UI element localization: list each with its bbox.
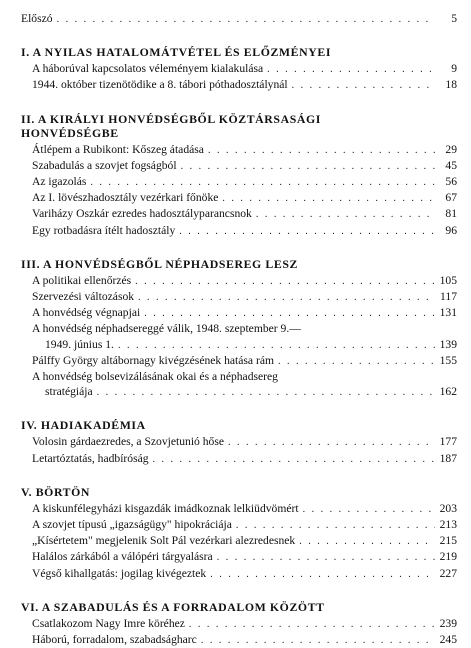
- section-heading-line: III. A HONVÉDSÉGBŐL NÉPHADSEREG LESZ: [21, 256, 298, 271]
- toc-entry-page: 18: [445, 78, 457, 92]
- toc-entry-title: Átlépem a Rubikont: Kőszeg átadása: [32, 142, 204, 156]
- section-heading: [21, 45, 457, 59]
- toc-entry-title: A honvédség bolsevizálásának okai és a néphadsereg: [32, 370, 278, 384]
- toc-entry-title: Egy rotbadásra ítélt hadosztály: [32, 223, 176, 237]
- toc-entry-page: 227: [439, 566, 457, 580]
- toc-entry-title: A politikai ellenőrzés: [32, 273, 132, 287]
- toc-entry: [21, 517, 457, 533]
- toc-entry: [21, 451, 457, 467]
- toc-entry-page: 187: [439, 451, 457, 465]
- toc-entry-page: 139: [439, 337, 457, 351]
- dot-leader: [208, 143, 435, 158]
- toc-entry: [21, 549, 457, 565]
- dot-leader: [292, 78, 435, 93]
- toc-entry-title: Végső kihallgatás: jogilag kivégeztek: [32, 566, 207, 580]
- dot-leader: [222, 191, 435, 206]
- toc-entry-title: A honvédség néphadsereggé válik, 1948. szeptember 9.—: [32, 322, 301, 336]
- toc-entry-title: A honvédség végnapjai: [32, 306, 141, 320]
- toc-entry-title: Volosin gárdaezredes, a Szovjetunió hőse: [32, 435, 224, 449]
- dot-leader: [179, 224, 435, 239]
- toc-entry-page: 9: [451, 62, 457, 76]
- toc-entry-page: 67: [445, 191, 457, 205]
- toc-entry-title: A kiskunfélegyházi kisgazdák imádkoznak lelkiüdvömért: [32, 501, 299, 515]
- toc-entry-title: Az igazolás: [32, 175, 87, 189]
- toc-entry-title: Letartóztatás, hadbíróság: [32, 451, 149, 465]
- dot-leader: [278, 354, 435, 369]
- toc-entry: [21, 369, 457, 384]
- dot-leader: [201, 633, 435, 648]
- toc-entry: [21, 289, 457, 305]
- toc-entry-page: 162: [439, 385, 457, 399]
- section-heading-line: I. A NYILAS HATALOMÁTVÉTEL ÉS ELŐZMÉNYEI: [21, 45, 332, 60]
- dot-leader: [256, 207, 435, 222]
- toc-entry-page: 5: [451, 12, 457, 25]
- toc-entry: [21, 384, 457, 400]
- toc-entry: [21, 190, 457, 206]
- toc-entry-page: 96: [445, 223, 457, 237]
- toc-entry-title: A háborúval kapcsolatos véleményem kialakulása: [32, 62, 264, 76]
- toc-entry-page: 81: [445, 207, 457, 221]
- section-heading: [21, 418, 457, 432]
- toc-entry-title: Variházy Oszkár ezredes hadosztályparancsnok: [32, 207, 252, 221]
- dot-leader: [236, 518, 435, 533]
- toc-entry: [21, 434, 457, 450]
- toc-entry: [21, 305, 457, 321]
- toc-entry: [21, 533, 457, 549]
- toc-entry-page: 213: [439, 518, 457, 532]
- dot-leader: [57, 12, 435, 27]
- toc-entry-page: 215: [439, 534, 457, 548]
- toc-entry: [21, 223, 457, 239]
- toc-entry: [21, 61, 457, 77]
- dot-leader: [189, 617, 435, 632]
- toc-entry: [21, 273, 457, 289]
- toc-entry: [21, 77, 457, 93]
- toc-entry-title: A szovjet típusú „igazságügy" hipokráciája: [32, 518, 232, 532]
- toc-entry: [21, 566, 457, 582]
- toc-entry-preface: [21, 11, 457, 27]
- toc-entry-title: 1949. június 1.: [45, 337, 114, 351]
- section-heading-line: VI. A SZABADULÁS ÉS A FORRADALOM KÖZÖTT: [21, 599, 325, 614]
- dot-leader: [303, 502, 435, 517]
- dot-leader: [118, 338, 435, 353]
- toc-entry-page: 245: [439, 633, 457, 647]
- section-heading: [21, 112, 457, 140]
- toc-entry-page: 56: [445, 175, 457, 189]
- toc-entry: [21, 158, 457, 174]
- toc-entry: [21, 142, 457, 158]
- toc-entry-title: Előszó: [21, 12, 53, 25]
- dot-leader: [97, 385, 435, 400]
- section-heading-line: IV. HADIAKADÉMIA: [21, 418, 146, 433]
- toc-entry-title: Halálos zárkából a válópéri tárgyalásra: [32, 550, 213, 564]
- toc-entry-title: stratégiája: [45, 385, 93, 399]
- dot-leader: [153, 452, 435, 467]
- toc-entry: [21, 206, 457, 222]
- toc-entry-title: Csatlakozom Nagy Imre köréhez: [32, 616, 185, 630]
- toc-entry-title: Szabadulás a szovjet fogságból: [32, 158, 177, 172]
- toc-entry: [21, 174, 457, 190]
- dot-leader: [144, 306, 435, 321]
- toc-entry-title: Háború, forradalom, szabadságharc: [32, 633, 197, 647]
- toc-entry: [21, 501, 457, 517]
- toc-entry-page: 45: [445, 158, 457, 172]
- dot-leader: [135, 274, 435, 289]
- toc-entry-page: 131: [439, 306, 457, 320]
- toc-entry-page: 203: [439, 501, 457, 515]
- toc-entry: [21, 353, 457, 369]
- toc-entry-page: 155: [439, 353, 457, 367]
- toc-entry-title: Az I. lövészhadosztály vezérkari főnöke: [32, 191, 219, 205]
- toc-entry-page: 219: [439, 550, 457, 564]
- toc-entry-title: 1944. október tizenötödike a 8. tábori póthadosztálynál: [32, 78, 288, 92]
- dot-leader: [228, 435, 435, 450]
- section-heading-line: V. BÖRTÖN: [21, 484, 91, 499]
- toc-entry-page: 239: [439, 616, 457, 630]
- toc-entry-title: „Kísértetem" megjelenik Solt Pál vezérkari alezredesnek: [32, 534, 296, 548]
- toc-entry-page: 117: [440, 290, 457, 304]
- toc-entry: [21, 337, 457, 353]
- section-heading: [21, 257, 457, 271]
- dot-leader: [299, 534, 435, 549]
- section-heading: [21, 485, 457, 499]
- toc-entry-title: Szervezési változások: [32, 290, 135, 304]
- dot-leader: [181, 159, 435, 174]
- toc-entry-page: 105: [439, 273, 457, 287]
- dot-leader: [210, 567, 435, 582]
- dot-leader: [267, 62, 435, 77]
- toc-entry: [21, 321, 457, 336]
- dot-leader: [90, 175, 435, 190]
- toc-entry: [21, 616, 457, 632]
- section-heading-line: II. A KIRÁLYI HONVÉDSÉGBŐL KÖZTÁRSASÁGI: [21, 111, 321, 126]
- table-of-contents: [21, 11, 457, 648]
- dot-leader: [217, 550, 435, 565]
- toc-entry-page: 177: [439, 435, 457, 449]
- toc-entry-page: 29: [445, 142, 457, 156]
- toc-entry: [21, 632, 457, 648]
- section-heading: [21, 600, 457, 614]
- dot-leader: [138, 290, 435, 305]
- section-heading-line: HONVÉDSÉGBE: [21, 125, 119, 140]
- toc-entry-title: Pálffy György altábornagy kivégzésének hatása rám: [32, 353, 274, 367]
